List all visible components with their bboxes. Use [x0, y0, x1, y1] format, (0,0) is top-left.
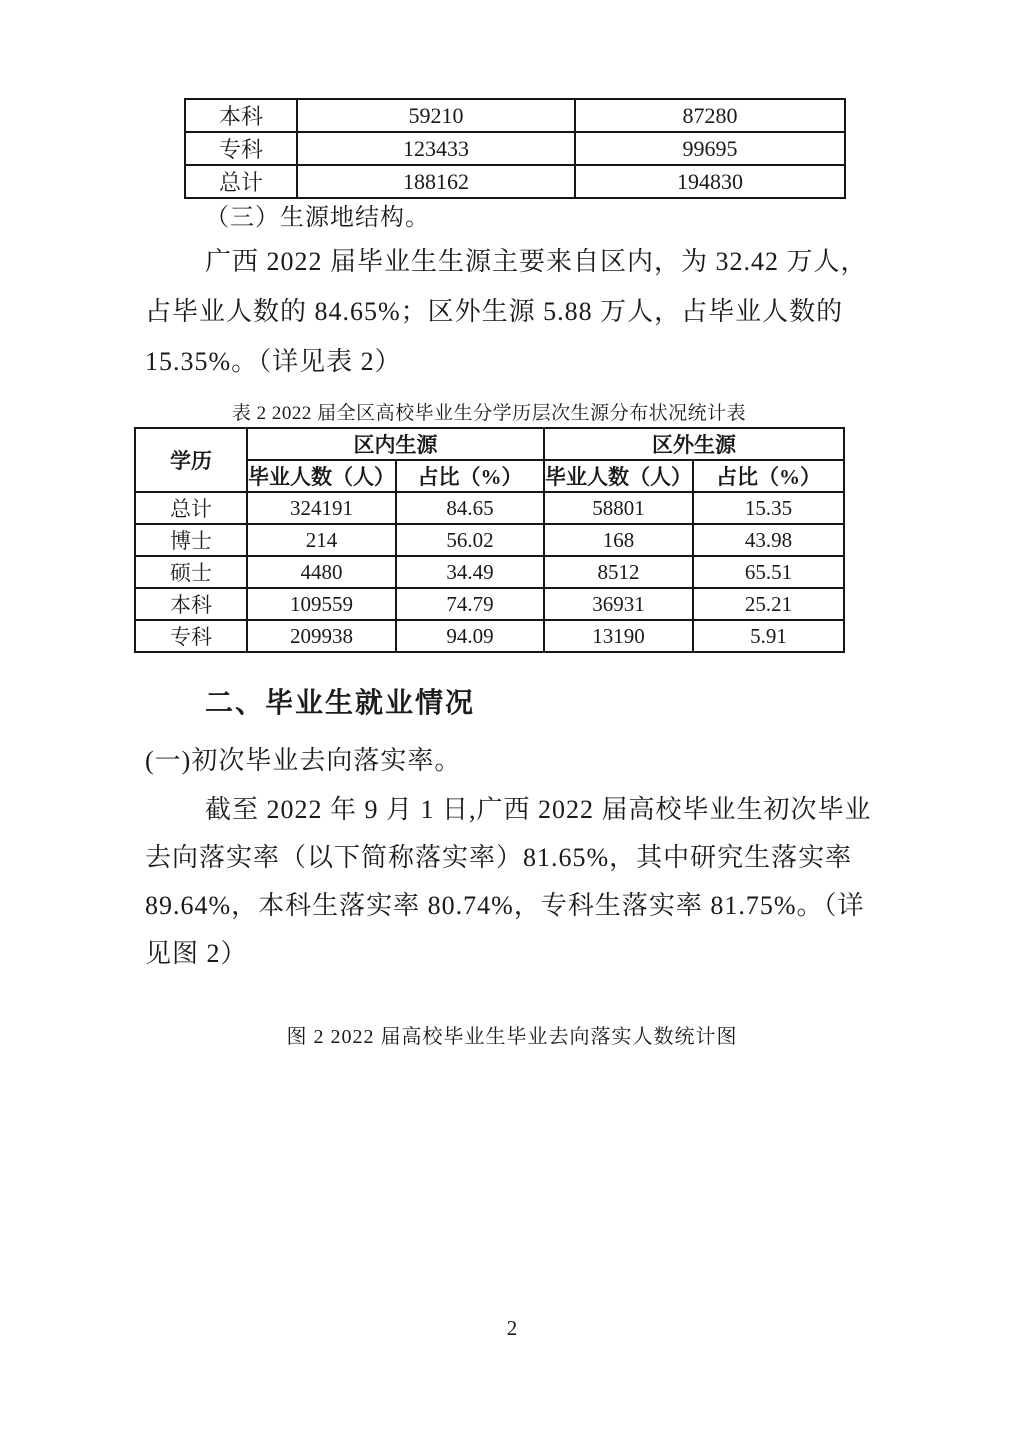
figure2-caption: 图 2 2022 届高校毕业生毕业去向落实人数统计图	[286, 1026, 738, 1048]
paragraph-line: 15.35%。（详见表 2）	[145, 347, 402, 376]
paragraph-placement-rate	[145, 786, 885, 978]
header-cell-xueli: 学历	[135, 428, 247, 492]
table-cell: 本科	[135, 588, 247, 620]
table-cell: 194830	[575, 165, 845, 198]
subsection-heading-placement-rate: (一)初次毕业去向落实率。	[145, 746, 462, 775]
header-cell-count-out: 毕业人数（人）	[544, 460, 693, 492]
table-cell: 专科	[135, 620, 247, 652]
table-cell: 324191	[247, 492, 396, 524]
paragraph-line: 去向落实率（以下简称落实率）81.65%，其中研究生落实率	[145, 843, 853, 872]
table-cell: 74.79	[396, 588, 544, 620]
paragraph-line: 占毕业人数的 84.65%；区外生源 5.88 万人，占毕业人数的	[145, 297, 844, 326]
table-cell: 25.21	[693, 588, 844, 620]
header-cell-pct-in: 占比（%）	[396, 460, 544, 492]
table-cell: 99695	[575, 132, 845, 165]
table2-caption: 表 2 2022 届全区高校毕业生分学历层次生源分布状况统计表	[231, 403, 747, 424]
table-cell: 15.35	[693, 492, 844, 524]
table-row	[185, 132, 845, 165]
table-cell: 专科	[185, 132, 297, 165]
table-cell: 188162	[297, 165, 575, 198]
section-heading-origin-structure: （三）生源地结构。	[205, 205, 430, 231]
table-cell: 博士	[135, 524, 247, 556]
table-row	[135, 588, 844, 620]
table-cell: 168	[544, 524, 693, 556]
table-row	[135, 556, 844, 588]
table-cell: 总计	[185, 165, 297, 198]
header-cell-in-region: 区内生源	[247, 428, 544, 460]
paragraph-origin-structure	[145, 237, 885, 387]
table-cell: 109559	[247, 588, 396, 620]
paragraph-line: 见图 2）	[145, 939, 248, 968]
table-cell: 58801	[544, 492, 693, 524]
page-number: 2	[506, 1316, 518, 1340]
table-cell: 59210	[297, 99, 575, 132]
table-cell: 总计	[135, 492, 247, 524]
header-cell-count-in: 毕业人数（人）	[247, 460, 396, 492]
table-cell: 87280	[575, 99, 845, 132]
table-cell: 4480	[247, 556, 396, 588]
paragraph-line: 89.64%，本科生落实率 80.74%，专科生落实率 81.75%。（详	[145, 891, 865, 920]
table2-origin-by-degree	[134, 427, 845, 653]
header-cell-out-region: 区外生源	[544, 428, 844, 460]
top-continuation-table	[184, 98, 846, 199]
table-cell: 65.51	[693, 556, 844, 588]
section-heading-employment: 二、毕业生就业情况	[205, 687, 476, 718]
table-cell: 209938	[247, 620, 396, 652]
table-cell: 13190	[544, 620, 693, 652]
table-row	[135, 620, 844, 652]
table-cell: 214	[247, 524, 396, 556]
table-cell: 34.49	[396, 556, 544, 588]
table-row	[185, 99, 845, 132]
table-cell: 123433	[297, 132, 575, 165]
table-cell: 5.91	[693, 620, 844, 652]
table-header-row	[135, 428, 844, 460]
table-cell: 84.65	[396, 492, 544, 524]
table-cell: 8512	[544, 556, 693, 588]
table-row	[135, 492, 844, 524]
table-cell: 43.98	[693, 524, 844, 556]
table-row	[185, 165, 845, 198]
header-cell-pct-out: 占比（%）	[693, 460, 844, 492]
table-cell: 本科	[185, 99, 297, 132]
table-cell: 硕士	[135, 556, 247, 588]
table-cell: 36931	[544, 588, 693, 620]
paragraph-line: 截至 2022 年 9 月 1 日,广西 2022 届高校毕业生初次毕业	[205, 795, 872, 824]
table-row	[135, 524, 844, 556]
table-cell: 56.02	[396, 524, 544, 556]
paragraph-line: 广西 2022 届毕业生生源主要来自区内，为 32.42 万人，	[205, 247, 868, 276]
table-cell: 94.09	[396, 620, 544, 652]
